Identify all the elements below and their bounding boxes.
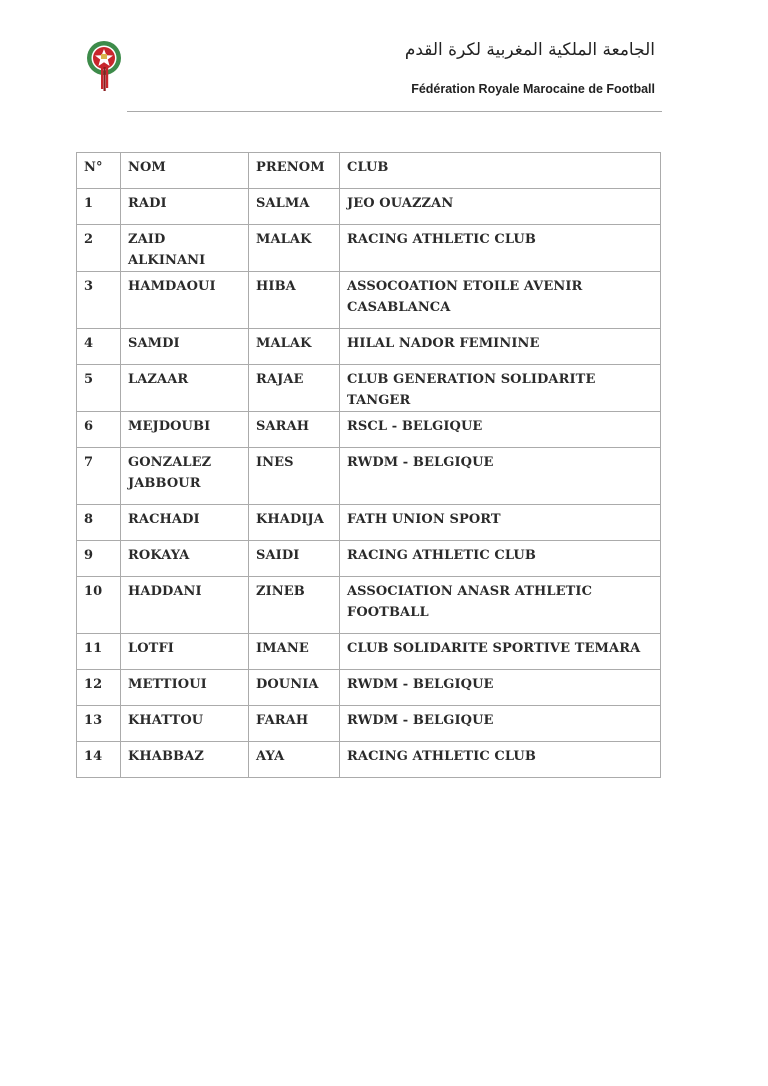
- cell-nom: ROKAYA: [121, 541, 249, 577]
- cell-club: RWDM - BELGIQUE: [340, 448, 661, 505]
- cell-prenom: SALMA: [249, 189, 340, 225]
- cell-club: RSCL - BELGIQUE: [340, 412, 661, 448]
- cell-club: RWDM - BELGIQUE: [340, 670, 661, 706]
- cell-number: 14: [77, 742, 121, 778]
- table-row: [77, 272, 661, 329]
- cell-number: 12: [77, 670, 121, 706]
- cell-nom: SAMDI: [121, 329, 249, 365]
- cell-club: FATH UNION SPORT: [340, 505, 661, 541]
- cell-prenom: KHADIJA: [249, 505, 340, 541]
- cell-number: 10: [77, 577, 121, 634]
- cell-number: 13: [77, 706, 121, 742]
- cell-number: 7: [77, 448, 121, 505]
- cell-nom: GONZALEZ JABBOUR: [121, 448, 249, 505]
- cell-number: 8: [77, 505, 121, 541]
- cell-club: HILAL NADOR FEMININE: [340, 329, 661, 365]
- cell-number: 5: [77, 365, 121, 412]
- column-header-nom: NOM: [121, 153, 249, 189]
- french-federation-title: Fédération Royale Marocaine de Football: [411, 82, 655, 96]
- cell-number: 2: [77, 225, 121, 272]
- cell-club: JEO OUAZZAN: [340, 189, 661, 225]
- table-row: [77, 541, 661, 577]
- cell-prenom: MALAK: [249, 329, 340, 365]
- arabic-federation-title: الجامعة الملكية المغربية لكرة القدم: [404, 40, 655, 60]
- cell-nom: RACHADI: [121, 505, 249, 541]
- cell-number: 11: [77, 634, 121, 670]
- table-row: [77, 189, 661, 225]
- player-roster-table: [76, 152, 661, 778]
- column-header-number: N°: [77, 153, 121, 189]
- cell-nom: KHATTOU: [121, 706, 249, 742]
- cell-club: RACING ATHLETIC CLUB: [340, 742, 661, 778]
- cell-prenom: IMANE: [249, 634, 340, 670]
- table-row: [77, 412, 661, 448]
- cell-nom: HAMDAOUI: [121, 272, 249, 329]
- cell-prenom: ZINEB: [249, 577, 340, 634]
- column-header-prenom: PRENOM: [249, 153, 340, 189]
- cell-prenom: RAJAE: [249, 365, 340, 412]
- cell-nom: LAZAAR: [121, 365, 249, 412]
- cell-nom: MEJDOUBI: [121, 412, 249, 448]
- cell-number: 3: [77, 272, 121, 329]
- column-header-club: CLUB: [340, 153, 661, 189]
- cell-number: 4: [77, 329, 121, 365]
- table-row: [77, 577, 661, 634]
- cell-number: 6: [77, 412, 121, 448]
- cell-prenom: SARAH: [249, 412, 340, 448]
- cell-prenom: MALAK: [249, 225, 340, 272]
- cell-nom: RADI: [121, 189, 249, 225]
- cell-club: CLUB SOLIDARITE SPORTIVE TEMARA: [340, 634, 661, 670]
- cell-nom: METTIOUI: [121, 670, 249, 706]
- cell-club: RACING ATHLETIC CLUB: [340, 541, 661, 577]
- cell-prenom: FARAH: [249, 706, 340, 742]
- table-row: [77, 448, 661, 505]
- cell-nom: HADDANI: [121, 577, 249, 634]
- cell-club: RACING ATHLETIC CLUB: [340, 225, 661, 272]
- cell-club: ASSOCOATION ETOILE AVENIR CASABLANCA: [340, 272, 661, 329]
- table-row: [77, 634, 661, 670]
- cell-nom: ZAID ALKINANI: [121, 225, 249, 272]
- table-row: [77, 329, 661, 365]
- header-divider: [127, 111, 662, 112]
- cell-prenom: SAIDI: [249, 541, 340, 577]
- table-row: [77, 742, 661, 778]
- cell-prenom: INES: [249, 448, 340, 505]
- table-header-row: [77, 153, 661, 189]
- cell-prenom: HIBA: [249, 272, 340, 329]
- cell-club: CLUB GENERATION SOLIDARITE TANGER: [340, 365, 661, 412]
- cell-prenom: AYA: [249, 742, 340, 778]
- table-row: [77, 365, 661, 412]
- cell-number: 9: [77, 541, 121, 577]
- cell-prenom: DOUNIA: [249, 670, 340, 706]
- table-row: [77, 706, 661, 742]
- cell-club: RWDM - BELGIQUE: [340, 706, 661, 742]
- table-row: [77, 505, 661, 541]
- table-row: [77, 225, 661, 272]
- table-row: [77, 670, 661, 706]
- cell-club: ASSOCIATION ANASR ATHLETIC FOOTBALL: [340, 577, 661, 634]
- cell-nom: KHABBAZ: [121, 742, 249, 778]
- federation-logo-icon: [84, 40, 124, 92]
- cell-number: 1: [77, 189, 121, 225]
- cell-nom: LOTFI: [121, 634, 249, 670]
